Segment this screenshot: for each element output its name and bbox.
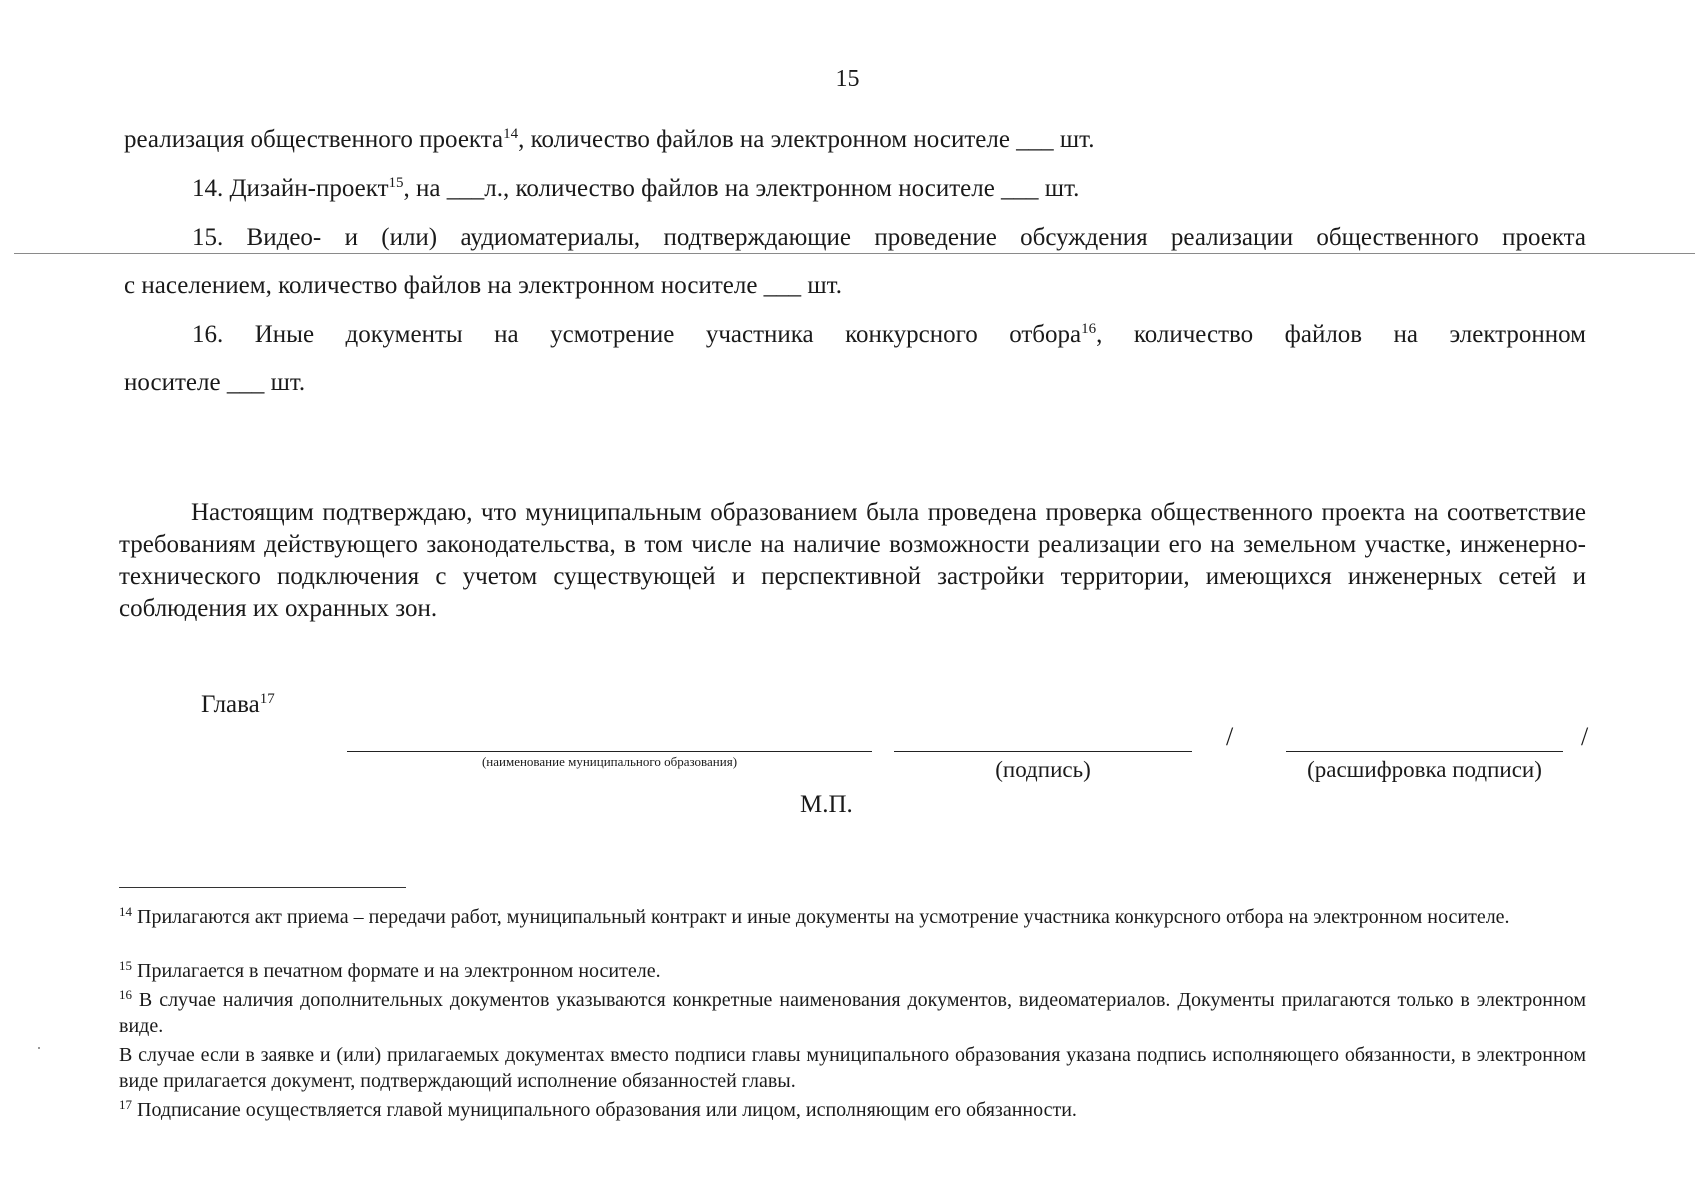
item-15-line-1: 15. Видео- и (или) аудиоматериалы, подтверждающие проведение обсуждения реализации общественного проекта bbox=[192, 224, 1586, 251]
footnote-14 bbox=[119, 904, 1586, 930]
footnote-text: Прилагается в печатном формате и на электронном носителе. bbox=[132, 960, 661, 982]
signature-line bbox=[894, 751, 1192, 752]
decoding-line bbox=[1286, 751, 1563, 752]
footnote-ref-16: 16 bbox=[1081, 321, 1097, 337]
head-label-text: Глава bbox=[201, 691, 260, 718]
page-number: 15 bbox=[835, 66, 860, 92]
footnote-text: Подписание осуществляется главой муниципального образования или лицом, исполняющим его обязанности. bbox=[132, 1099, 1077, 1121]
footnote-number: 16 bbox=[119, 987, 132, 1002]
footnote-ref-15: 15 bbox=[388, 175, 404, 191]
footnote-number: 14 bbox=[119, 904, 132, 919]
item-14 bbox=[192, 174, 1079, 204]
footnote-15 bbox=[119, 958, 1586, 984]
item-16-line-1 bbox=[192, 320, 1586, 350]
scan-speck bbox=[38, 1047, 40, 1049]
footnote-number: 15 bbox=[119, 958, 132, 973]
footnote-separator bbox=[119, 887, 406, 888]
slash-separator: / bbox=[1226, 722, 1234, 751]
item-13-tail bbox=[124, 125, 1094, 155]
slash-end: / bbox=[1581, 722, 1589, 751]
head-label bbox=[201, 690, 275, 720]
footnote-text: В случае если в заявке и (или) прилагаемых документах вместо подписи главы муниципального образования указана подпись исполняющего обязанности, в электронном виде прилагается документ, подтверждающий исполнение обязанностей главы. bbox=[119, 1044, 1586, 1092]
item-16-rest: , количество файлов на электронном bbox=[1096, 321, 1586, 348]
signature-caption: (подпись) bbox=[995, 757, 1091, 782]
footnote-17 bbox=[119, 1097, 1586, 1123]
item-16-text: 16. Иные документы на усмотрение участника конкурсного отбора bbox=[192, 321, 1082, 348]
item-15-line-2: с населением, количество файлов на электронном носителе ___ шт. bbox=[124, 272, 842, 299]
footnote-text: В случае наличия дополнительных документов указываются конкретные наименования документов, видеоматериалов. Документы прилагаются только в электронном виде. bbox=[119, 989, 1586, 1037]
seal-mark: М.П. bbox=[800, 791, 853, 818]
item-13-text: реализация общественного проекта bbox=[124, 126, 504, 153]
footnote-ref-14: 14 bbox=[503, 126, 519, 142]
item-14-text: 14. Дизайн-проект bbox=[192, 175, 389, 202]
item-13-rest: , количество файлов на электронном носителе ___ шт. bbox=[518, 126, 1095, 153]
footnote-ref-17: 17 bbox=[259, 691, 275, 707]
item-14-rest: , на ___л., количество файлов на электронном носителе ___ шт. bbox=[403, 175, 1080, 202]
confirmation-paragraph: Настоящим подтверждаю, что муниципальным образованием была проведена проверка общественного проекта на соответствие требованиям действующего законодательства, в том числе на наличие возможности реализации его на земельном участке, инженерно-технического подключения с учетом существующей и перспективной застройки территории, имеющихся инженерных сетей и соблюдения их охранных зон. bbox=[119, 499, 1586, 622]
municipality-caption: (наименование муниципального образования) bbox=[481, 754, 738, 769]
scan-line-artifact bbox=[14, 253, 1695, 254]
footnote-number: 17 bbox=[119, 1097, 132, 1112]
footnote-16-continuation bbox=[119, 1042, 1586, 1094]
municipality-line bbox=[347, 751, 872, 752]
item-16-line-2: носителе ___ шт. bbox=[124, 369, 306, 396]
footnote-16 bbox=[119, 987, 1586, 1039]
decoding-caption: (расшифровка подписи) bbox=[1307, 757, 1542, 782]
footnote-text: Прилагаются акт приема – передачи работ, муниципальный контракт и иные документы на усмотрение участника конкурсного отбора на электронном носителе. bbox=[132, 906, 1510, 928]
